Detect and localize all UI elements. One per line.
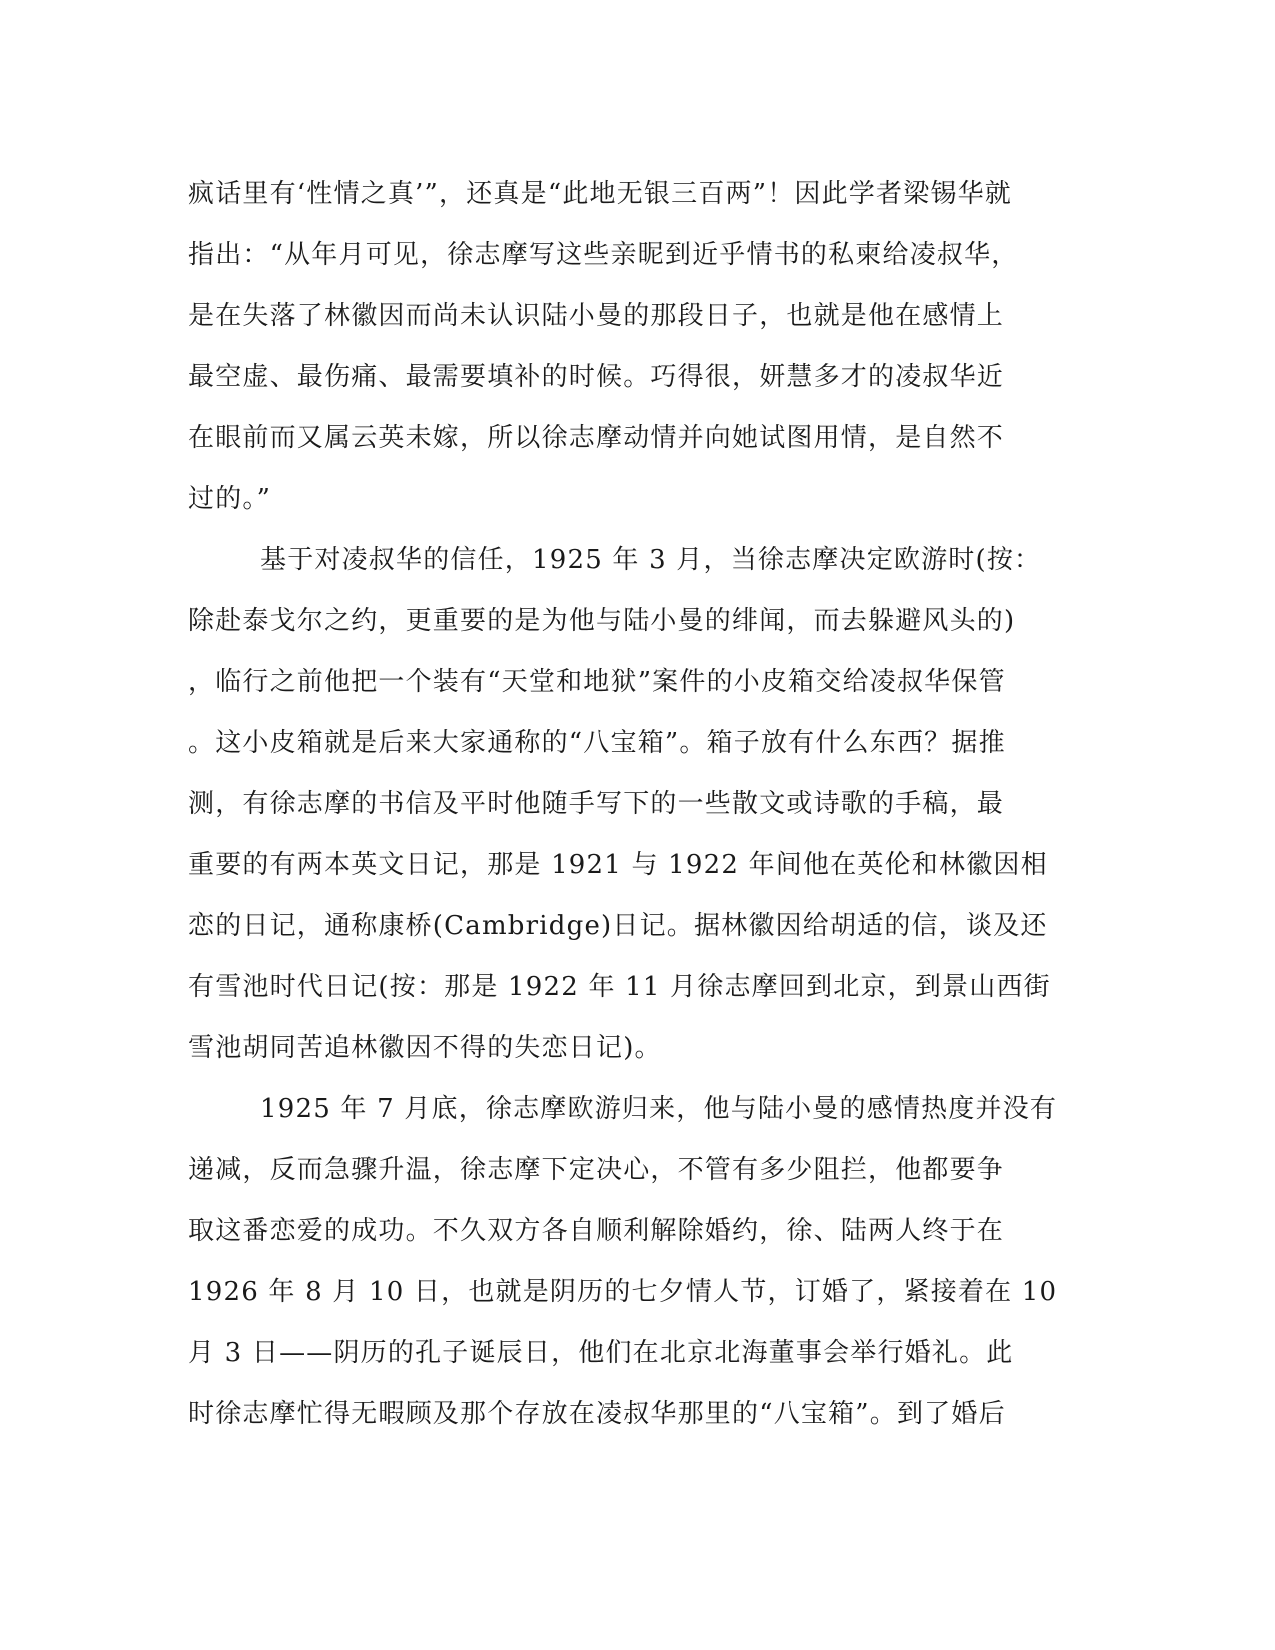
text-line: 是在失落了林徽因而尚未认识陆小曼的那段日子，也就是他在感情上 bbox=[188, 301, 1005, 331]
text-line: 疯话里有‘性情之真’”，还真是“此地无银三百两”！因此学者梁锡华就 bbox=[188, 179, 1013, 209]
text-line: 月 3 日——阴历的孔子诞辰日，他们在北京北海董事会举行婚礼。此 bbox=[188, 1338, 1014, 1368]
text-line: 有雪池时代日记(按：那是 1922 年 11 月徐志摩回到北京，到景山西街 bbox=[188, 972, 1051, 1002]
paragraph-first-line: 1925 年 7 月底，徐志摩欧游归来，他与陆小曼的感情热度并没有 bbox=[260, 1094, 1058, 1124]
text-line: 雪池胡同苦追林徽因不得的失恋日记)。 bbox=[188, 1033, 662, 1063]
text-line: 过的。” bbox=[188, 484, 272, 514]
text-line: ，临行之前他把一个装有“天堂和地狱”案件的小皮箱交给凌叔华保管 bbox=[188, 667, 1006, 697]
body-text bbox=[188, 164, 1068, 1445]
text-line: 1926 年 8 月 10 日，也就是阴历的七夕情人节，订婚了，紧接着在 10 bbox=[188, 1277, 1058, 1307]
text-line: 时徐志摩忙得无暇顾及那个存放在凌叔华那里的“八宝箱”。到了婚后 bbox=[188, 1399, 1006, 1429]
text-line: 指出：“从年月可见，徐志摩写这些亲昵到近乎情书的私柬给凌叔华， bbox=[188, 240, 1019, 270]
text-line: 恋的日记，通称康桥(Cambridge)日记。据林徽因给胡适的信，谈及还 bbox=[188, 911, 1048, 941]
text-line: 重要的有两本英文日记，那是 1921 与 1922 年间他在英伦和林徽因相 bbox=[188, 850, 1048, 880]
text-line: 递减，反而急骤升温，徐志摩下定决心，不管有多少阻拦，他都要争 bbox=[188, 1155, 1005, 1185]
text-line: 测，有徐志摩的书信及平时他随手写下的一些散文或诗歌的手稿，最 bbox=[188, 789, 1005, 819]
text-line: 在眼前而又属云英未嫁，所以徐志摩动情并向她试图用情，是自然不 bbox=[188, 423, 1005, 453]
text-line: 。这小皮箱就是后来大家通称的“八宝箱”。箱子放有什么东西？据推 bbox=[188, 728, 1006, 758]
text-line: 取这番恋爱的成功。不久双方各自顺利解除婚约，徐、陆两人终于在 bbox=[188, 1216, 1005, 1246]
text-line: 最空虚、最伤痛、最需要填补的时候。巧得很，妍慧多才的凌叔华近 bbox=[188, 362, 1005, 392]
text-line: 除赴泰戈尔之约，更重要的是为他与陆小曼的绯闻，而去躲避风头的) bbox=[188, 606, 1016, 636]
paragraph-first-line: 基于对凌叔华的信任，1925 年 3 月，当徐志摩决定欧游时(按： bbox=[260, 545, 1042, 575]
